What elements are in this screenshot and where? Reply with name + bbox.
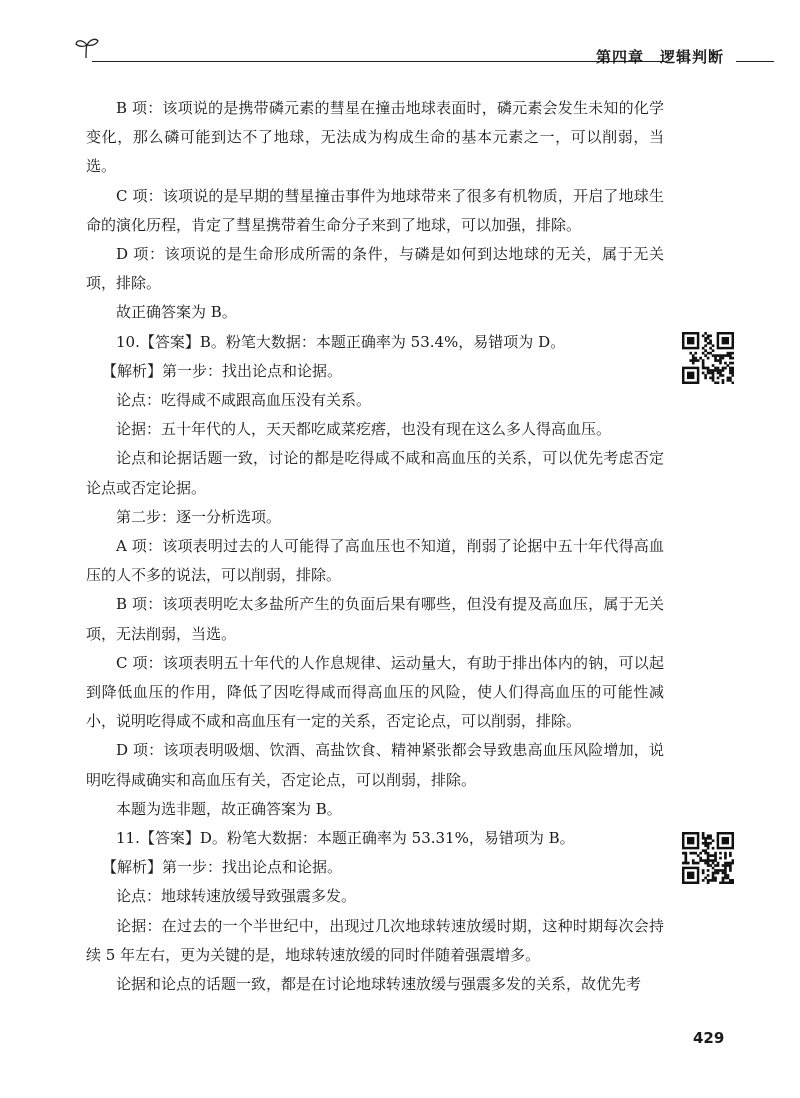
paragraph: 论据：在过去的一个半世纪中，出现过几次地球转速放缓时期，这种时期每次会持续 5 年左右，更为关键的是，地球转速放缓的同时伴随着强震增多。: [86, 916, 664, 964]
paragraph: A 项：该项表明过去的人可能得了高血压也不知道，削弱了论据中五十年代得高血压的人不多的说法，可以削弱，排除。: [86, 537, 664, 585]
sprout-icon: [74, 36, 100, 60]
answer-line: 10.【答案】B。粉笔大数据：本题正确率为 53.4%，易错项为 D。: [116, 332, 566, 351]
qr-code: [682, 332, 734, 384]
paragraph: C 项：该项说的是早期的彗星撞击事件为地球带来了很多有机物质，开启了地球生命的演化历程，肯定了彗星携带着生命分子来到了地球，可以加强，排除。: [86, 186, 664, 234]
paragraph: 论据：五十年代的人，天天都吃咸菜疙瘩，也没有现在这么多人得高血压。: [116, 420, 612, 439]
chapter-title: [596, 46, 724, 67]
paragraph: 故正确答案为 B。: [116, 303, 237, 322]
paragraph: D 项：该项说的是生命形成所需的条件，与磷是如何到达地球的无关，属于无关项，排除。: [86, 245, 664, 293]
paragraph: B 项：该项表明吃太多盐所产生的负面后果有哪些，但没有提及高血压，属于无关项，无法削弱，当选。: [86, 595, 664, 643]
chapter-number: 第四章: [596, 48, 645, 66]
paragraph: 论点：地球转速放缓导致强震多发。: [116, 887, 357, 906]
paragraph: 本题为选非题，故正确答案为 B。: [116, 799, 342, 818]
analysis-line: 【解析】第一步：找出论点和论据。: [102, 858, 343, 877]
chapter-section: 逻辑判断: [660, 48, 725, 66]
page-number: 429: [693, 1029, 725, 1047]
paragraph: 第二步：逐一分析选项。: [116, 507, 282, 526]
answer-line: 11.【答案】D。粉笔大数据：本题正确率为 53.31%，易错项为 B。: [116, 829, 575, 848]
page-header: [74, 30, 774, 70]
header-rule-right: [736, 61, 774, 62]
header-rule-left: [92, 61, 664, 62]
paragraph: C 项：该项表明五十年代的人作息规律、运动量大，有助于排出体内的钠，可以起到降低血压的作用，降低了因吃得咸而得高血压的风险，使人们得高血压的可能性减小，说明吃得咸不咸和高血压有一定的关系，否定论点，可以削弱，排除。: [86, 653, 664, 731]
paragraph: D 项：该项表明吸烟、饮酒、高盐饮食、精神紧张都会导致患高血压风险增加，说明吃得咸确实和高血压有关，否定论点，可以削弱，排除。: [86, 741, 664, 789]
page-body: [86, 94, 664, 999]
paragraph: 论点和论据话题一致，讨论的都是吃得咸不咸和高血压的关系，可以优先考虑否定论点或否定论据。: [86, 449, 664, 497]
paragraph: 论点：吃得咸不咸跟高血压没有关系。: [116, 391, 372, 410]
qr-code: [682, 832, 734, 884]
paragraph: 论据和论点的话题一致，都是在讨论地球转速放缓与强震多发的关系，故优先考: [116, 975, 642, 994]
analysis-line: 【解析】第一步：找出论点和论据。: [102, 361, 343, 380]
paragraph: B 项：该项说的是携带磷元素的彗星在撞击地球表面时，磷元素会发生未知的化学变化，那么磷可能到达不了地球，无法成为构成生命的基本元素之一，可以削弱，当选。: [86, 99, 664, 176]
